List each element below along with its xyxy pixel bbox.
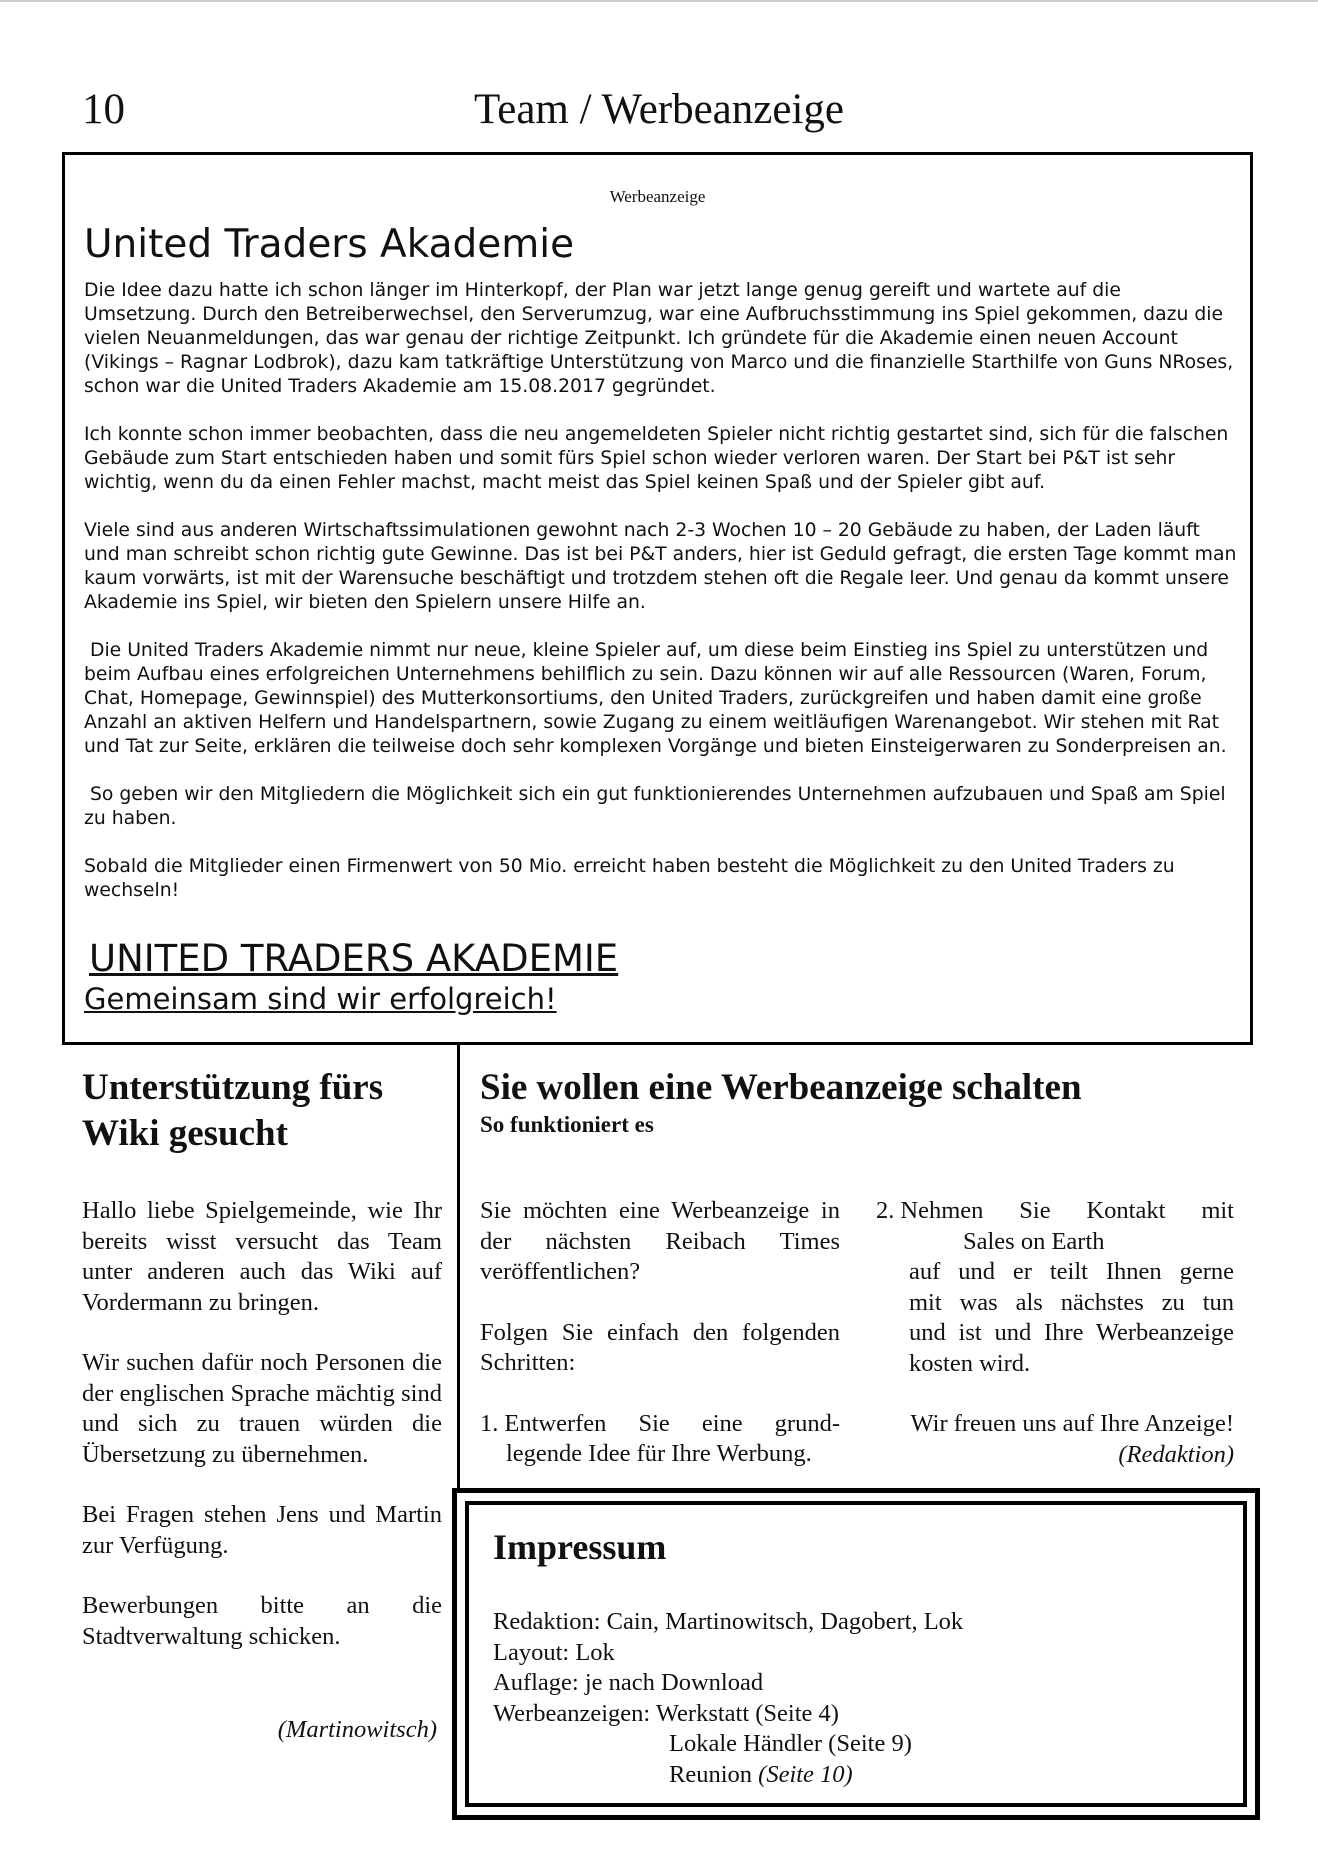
step-text: Entwerfen Sie eine grund- [504, 1409, 840, 1437]
ad-howto-step-2-details [876, 1227, 1234, 1380]
ad-howto-step-1 [480, 1409, 840, 1440]
impressum-label: Redaktion: [493, 1608, 601, 1635]
step-text-continued: und ist und Ihre Werbeanzeige [909, 1319, 1234, 1346]
wiki-heading [82, 1065, 442, 1157]
column-divider [457, 1045, 460, 1488]
advertisement-box [62, 152, 1253, 1045]
step-number: 1. [480, 1409, 499, 1437]
ad-howto-column-right [876, 1196, 1234, 1470]
step-text-continued: legende Idee für Ihre Werbung. [506, 1440, 812, 1467]
impressum-value: je nach Download [584, 1669, 764, 1696]
impressum-ad-entry: Lokale Händler (Seite 9) [669, 1730, 912, 1757]
impressum-value: Cain, Martinowitsch, Dagobert, Lok [606, 1608, 964, 1635]
wiki-heading-line: Wiki gesucht [82, 1113, 288, 1154]
advertisement-paragraph: Die United Traders Akademie nimmt nur neue, kleine Spieler auf, um diese beim Einstieg ins Spiel zu unterstützen und beim Aufbau eines erfolgreichen Unternehmens behilflich zu sein. Dazu können wir auf alle Ressourcen (Waren, Forum, Chat, Homepage, Gewinnspiel) des Mutterkonsortiums, den United Traders, zurückgreifen und haben damit eine große Anzahl an aktiven Helfern und Handelspartnern, sowie Zugang zu einem weitläufigen Warenangebot. Wir stehen mit Rat und Tat zur Seite, erklären die teilweise doch sehr komplexen Vorgänge und bieten Einsteigerwaren zu Sonderpreisen an. [84, 640, 1227, 757]
wiki-article-header [82, 1065, 442, 1157]
ad-howto-subheading: So funktioniert es [480, 1112, 654, 1137]
advertisement-body [84, 279, 1243, 927]
wiki-signature: (Martinowitsch) [277, 1716, 437, 1743]
ad-howto-header [480, 1065, 1240, 1139]
wiki-paragraph: Bewerbungen bitte an die Stadtverwaltung schicken. [82, 1592, 442, 1650]
advertisement-paragraph: Ich konnte schon immer beobachten, dass die neu angemeldeten Spieler nicht richtig gestartet sind, sich für die falschen Gebäude zum Start entschieden haben und somit fürs Spiel schon wieder verloren waren. Der Start bei P&T ist sehr wichtig, wenn du da einen Fehler machst, macht meist das Spiel keinen Spaß und der Spieler gibt auf. [84, 424, 1235, 493]
ad-howto-heading: Sie wollen eine Werbeanzeige schalten [480, 1067, 1082, 1108]
ad-howto-thanks: Wir freuen uns auf Ihre Anzeige! [910, 1410, 1234, 1437]
advertisement-paragraph: Sobald die Mitglieder einen Firmenwert von 50 Mio. erreicht haben besteht die Möglichkeit zu den United Traders zu wechseln! [84, 856, 1181, 901]
impressum-value: Lok [575, 1638, 615, 1666]
ad-howto-intro: Sie möchten eine Werbeanzeige in der nächsten Reibach Times veröffentlichen? [480, 1197, 840, 1285]
advertisement-paragraph: Viele sind aus anderen Wirtschaftssimulationen gewohnt nach 2-3 Wochen 10 – 20 Gebäude zu haben, der Laden läuft und man schreibt schon richtig gute Gewinne. Das ist bei P&T anders, hier ist Geduld gefragt, die ersten Tage kommt man kaum vorwärts, ist mit der Warensuche beschäftigt und trotzdem stehen oft die Regale leer. Und genau da kommt unsere Akademie ins Spiel, wir bieten den Spielern unsere Hilfe an. [84, 520, 1243, 613]
advertisement-paragraph: So geben wir den Mitgliedern die Möglichkeit sich ein gut funktionierendes Unternehmen aufzubauen und Spaß am Spiel zu haben. [84, 784, 1232, 829]
impressum-ad-name: Reunion [669, 1760, 753, 1788]
impressum-row-auflage [493, 1668, 963, 1699]
impressum-box [452, 1488, 1260, 1820]
advertisement-brand-name: UNITED TRADERS AKADEMIE [89, 937, 619, 980]
impressum-value: Werkstatt (Seite 4) [655, 1699, 839, 1727]
impressum-label: Werbeanzeigen: [493, 1699, 651, 1727]
impressum-row-werbeanzeigen [493, 1699, 963, 1730]
page-title: Team / Werbeanzeige [474, 86, 844, 133]
ad-howto-follow: Folgen Sie einfach den folgenden Schritten: [480, 1318, 840, 1376]
impressum-rows [493, 1607, 963, 1790]
contact-name: Sales on Earth [963, 1227, 1105, 1255]
step-text-continued: auf und er teilt Ihnen gerne [909, 1258, 1234, 1285]
ad-howto-signature: (Redaktion) [1118, 1440, 1234, 1468]
wiki-paragraph: Wir suchen dafür noch Personen die der englischen Sprache mächtig sind und sich zu trauen würden die Übersetzung zu übernehmen. [82, 1349, 442, 1468]
wiki-article-body [82, 1196, 442, 1682]
advertisement-kicker: Werbeanzeige [609, 187, 706, 206]
impressum-title: Impressum [493, 1527, 667, 1567]
impressum-row-redaktion [493, 1607, 963, 1638]
ad-howto-step-2 [876, 1196, 1234, 1227]
ad-howto-column-left [480, 1196, 840, 1470]
impressum-row-layout [493, 1638, 963, 1669]
impressum-label: Layout: [493, 1638, 570, 1666]
impressum-label: Auflage: [493, 1669, 579, 1696]
impressum-ad-page: (Seite 10) [758, 1760, 853, 1788]
advertisement-heading: United Traders Akademie [84, 222, 575, 267]
impressum-ad-entry [493, 1760, 963, 1791]
advertisement-slogan: Gemeinsam sind wir erfolgreich! [84, 982, 557, 1016]
page-number: 10 [82, 86, 125, 133]
page-top-border [0, 0, 1318, 2]
step-text-continued: kosten wird. [909, 1349, 1031, 1377]
impressum-inner-frame [465, 1501, 1247, 1807]
step-number: 2. [876, 1197, 895, 1224]
step-text-continued: mit was als nächstes zu tun [909, 1288, 1234, 1316]
step-text: Nehmen Sie Kontakt mit [900, 1197, 1234, 1224]
wiki-paragraph: Hallo liebe Spielgemeinde, wie Ihr bereits wisst versucht das Team unter anderen auch das Wiki auf Vordermann zu bringen. [82, 1197, 442, 1316]
wiki-paragraph: Bei Fragen stehen Jens und Martin zur Verfügung. [82, 1501, 442, 1559]
wiki-heading-line: Unterstützung fürs [82, 1067, 384, 1108]
advertisement-paragraph: Die Idee dazu hatte ich schon länger im Hinterkopf, der Plan war jetzt lange genug gereift und wartete auf die Umsetzung. Durch den Betreiberwechsel, den Serverumzug, war eine Aufbruchsstimmung ins Spiel gekommen, dazu die vielen Neuanmeldungen, das war genau der richtige Zeitpunkt. Ich gründete für die Akademie einen neuen Account (Vikings – Ragnar Lodbrok), dazu kam tatkräftige Unterstützung von Marco und die finanzielle Starthilfe von Guns NRoses, schon war die United Traders Akademie am 15.08.2017 gegründet. [84, 280, 1240, 397]
